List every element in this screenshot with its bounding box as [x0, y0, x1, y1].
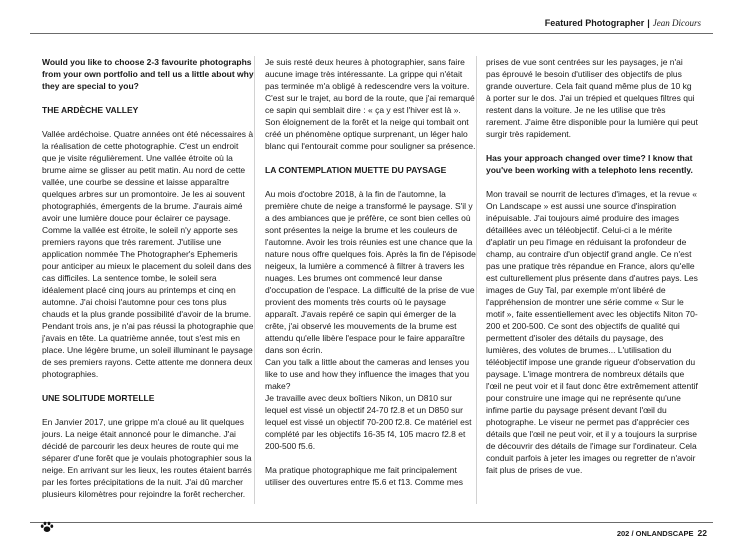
- body-paragraph: Je travaille avec deux boîtiers Nikon, un D810 sur lequel est vissé un objectif 24-70 f2.8 et un D850 sur lequel est vissé un objectif 70-200 f2.8. Ce matériel est complété par les objectifs 16-35 f4, 105 macro f2.8 et 200-500 f5.6.: [265, 393, 472, 451]
- body-paragraph: Au mois d'octobre 2018, à la fin de l'automne, la première chute de neige a transformé le paysage. S'il y a des ambiances que je préfère, ce sont bien celles où sont présentes la neige la brume et les couleurs de l'automne. Avoir les trois réunies est une chance que la nature nous offre quelques fois. Après la fin de l'épisode neigeux, la lumière a commencé à filtrer à travers les nuages. Les brumes ont commencé leur danse d'occupation de l'espace. La difficulté de la prise de vue provient des moments très courts où le paysage apparaît. J'avais repéré ce sapin qui émerger de la crête, j'ai observé les mouvements de la brume est attendu qu'elle libère l'espace pour le faire apparaître dans son écrin.: [265, 189, 476, 355]
- interview-question: Has your approach changed over time? I know that you've been working with a telephoto lens recently.: [486, 153, 693, 175]
- body-paragraph: En Janvier 2017, une grippe m'a cloué au lit quelques jours. La neige était annoncé pour le dimanche. J'ai décidé de parcourir les deux heures de route qui me séparer d'une forêt que je voulais photographier sous la neige. En arrivant sur les lieux, les routes étaient barrés par les fortes précipitations de la nuit. J'ai dû marcher plusieurs kilomètres pour rejoindre la forêt rechercher.: [42, 417, 252, 499]
- author-name: Jean Dicours: [652, 18, 701, 28]
- body-paragraph: prises de vue sont centrées sur les paysages, je n'ai pas éprouvé le besoin d'utiliser des objectifs de plus grande ouverture. Cela fait quand même plus de 10 kg à porter sur le dos. J'ai un trépied et quelques filtres qui restent dans la voiture. Je ne les utilise que très rarement. J'aime être disponible pour la lumière qui peut surgir très rapidement.: [486, 57, 698, 139]
- header-rule: [30, 33, 713, 34]
- text-column-1: [42, 56, 254, 512]
- body-paragraph: Vallée ardéchoise. Quatre années ont été nécessaires à la réalisation de cette photographie. C'est un endroit que je visite régulièrement. Une vallée étroite où la brume aime se glisser au petit matin. Au nord de cette vallée, une courbe se dessine et laisse apparaître quelques arbres sur un promontoire. Je les ai souvent photographiés, émergents de la brume. J'aurais aimé avoir une lumière douce pour éclairer ce paysage. Comme la vallée est étroite, le soleil n'y apporte ses premiers rayons que très rarement. J'utilise une application nommée The Photographer's Ephemeris pour anticiper au mieux le placement du soleil dans des cas difficiles. La sentence tombe, le soleil sera idéalement placé cinq jours au printemps et cinq en automne. J'ai choisi l'automne pour ces tons plus chauds et la plus grande possibilité d'avoir de la brume. Pendant trois ans, je n'ai pas réussi la photographie que j'avais en tête. La quatrième année, tout s'est mis en place. Une légère brume, un soleil illuminant le paysage de ses premiers rayons. Cette attente me donnera deux photographies.: [42, 129, 254, 379]
- header-separator: |: [647, 18, 650, 28]
- text-column-3: [486, 56, 698, 488]
- body-paragraph: Mon travail se nourrit de lectures d'images, et la revue « On Landscape » est aussi une source d'inspiration inépuisable. J'ai toujours aimé produire des images détaillées avec un téléobjectif. Celui-ci a le mérite d'aplatir un peu l'image en réduisant la profondeur de champ, au contraire d'un objectif grand angle. Ce n'est pas une pratique très répandue en France, alors qu'elle est culturellement plus présente dans d'autres pays. Les images de Guy Tal, par exemple m'ont libéré de l'appréhension de montrer une série comme « Sur le motif », faite essentiellement avec les objectifs Niton 70-200 et 200-500. Ce sont des objectifs de qualité qui permettent d'isoler des détails du paysage, des lumières, des volutes de brumes... L'utilisation du téléobjectif impose une grande rigueur d'observation du paysage. L'image montrera de nombreux détails que l'œil ne peut voir et il faut donc être extrêmement attentif pour construire une image qui ne représente qu'une infime partie du paysage présent devant l'œil du photographe. Le viseur ne permet pas d'apprécier ces détails que l'œil ne peut voir, et il y a toujours la surprise de découvrir des détails de l'image sur l'ordinateur. Cela conduit parfois à jeter les images ou regretter de n'avoir fait plus de prises de vue.: [486, 189, 698, 475]
- interview-question: Can you talk a little about the cameras and lenses you like to use and how they influence the images that you make?: [265, 357, 470, 391]
- section-heading: UNE SOLITUDE MORTELLE: [42, 393, 155, 403]
- section-title: Featured Photographer: [544, 18, 645, 28]
- section-heading: THE ARDÈCHE VALLEY: [42, 105, 139, 115]
- text-column-2: [265, 56, 477, 500]
- interview-question: Would you like to choose 2-3 favourite photographs from your own portfolio and tell us a little about why they are special to you?: [42, 57, 254, 91]
- issue-label: 202 / ONLANDSCAPE: [616, 529, 694, 538]
- paw-print-icon: [40, 521, 54, 533]
- column-divider: [254, 56, 255, 504]
- running-header: [545, 18, 701, 29]
- section-heading: LA CONTEMPLATION MUETTE DU PAYSAGE: [265, 165, 447, 175]
- footer-rule: [30, 522, 713, 523]
- body-paragraph: Je suis resté deux heures à photographier, sans faire aucune image très intéressante. La grippe qui n'était pas terminée m'a obligé à redescendre vers la voiture. C'est sur le trajet, au bord de la route, que j'ai remarqué ce sapin qui semblait dire : « ça y est l'hiver est là ». Son éloignement de la forêt et la neige qui tombait ont créé un phénomène optique surprenant, un léger halo blanc qui l'entourait comme pour souligner sa présence.: [265, 57, 476, 151]
- page-number: 22: [697, 528, 707, 538]
- page-footer: [617, 528, 707, 539]
- body-paragraph: Ma pratique photographique me fait principalement utiliser des ouvertures entre f5.6 et f13. Comme mes: [265, 465, 463, 487]
